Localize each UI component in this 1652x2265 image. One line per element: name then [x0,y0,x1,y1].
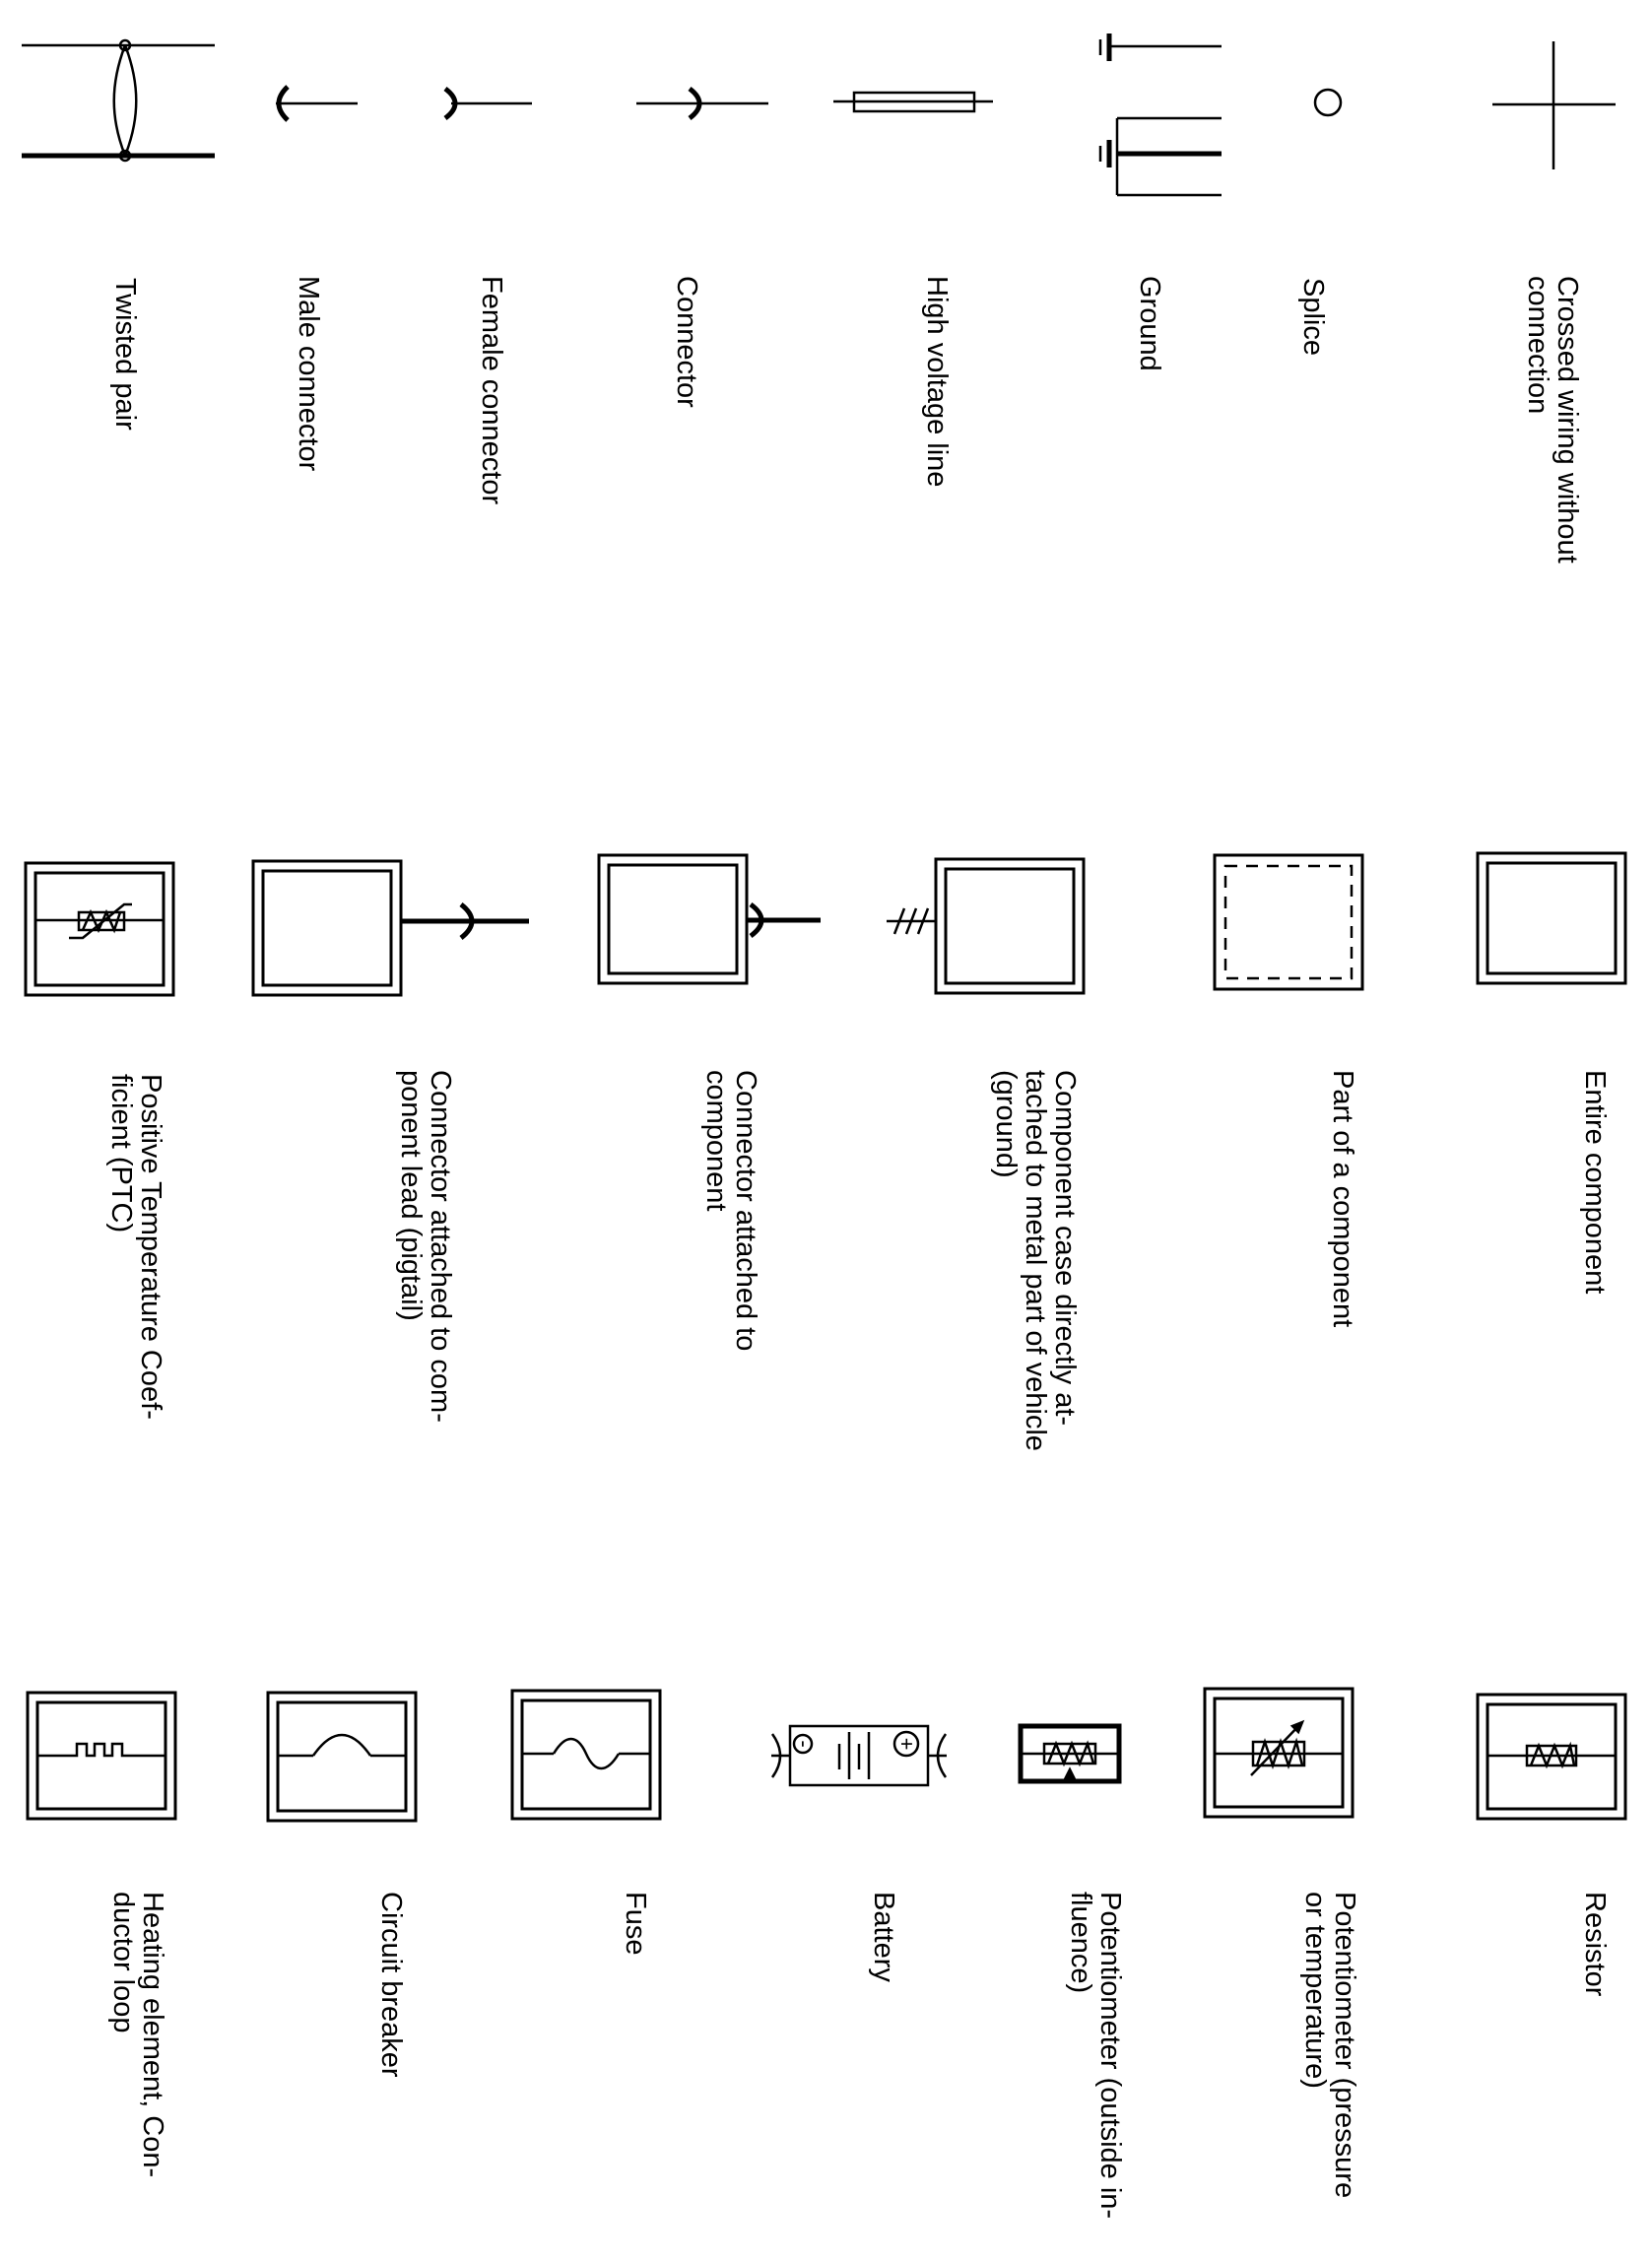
male-connector-symbol [276,87,358,120]
fuse-symbol [512,1691,660,1819]
high-voltage-line-label: High voltage line [921,276,953,488]
entire-component-label: Entire component [1579,1070,1611,1295]
ptc-symbol [26,863,173,995]
connector-component-symbol [599,855,821,983]
component-case-ground-symbol [887,859,1084,993]
potentiometer-outside-symbol [1021,1726,1119,1781]
connector-symbol [636,89,768,118]
high-voltage-line-symbol [833,93,993,111]
battery-plus-sign: + [894,1737,919,1751]
heating-element-label: Heating element, Con- ductor loop [107,1892,168,2178]
twisted-pair-label: Twisted pair [109,278,141,431]
splice-symbol [1315,90,1341,115]
heating-element-symbol [28,1693,175,1819]
twisted-pair-symbol [22,40,215,161]
female-connector-label: Female connector [476,276,507,505]
splice-label: Splice [1297,278,1329,356]
crossed-wiring-symbol [1492,41,1616,169]
resistor-symbol [1478,1695,1625,1819]
connector-label: Connector [671,276,702,408]
ptc-label: Positive Temperature Coef- ficient (PTC) [105,1074,166,1420]
potentiometer-pressure-label: Potentiometer (pressure or temperature) [1299,1892,1360,2199]
ground-label: Ground [1134,276,1165,371]
part-of-component-label: Part of a component [1327,1070,1358,1328]
male-connector-label: Male connector [293,276,324,472]
entire-component-symbol [1478,853,1625,983]
connector-pigtail-label: Connector attached to com- ponent lead (pigtail) [395,1070,456,1423]
resistor-label: Resistor [1579,1892,1611,1997]
part-of-component-symbol [1215,855,1362,989]
circuit-breaker-symbol [268,1693,416,1821]
circuit-breaker-label: Circuit breaker [375,1892,407,2078]
battery-label: Battery [868,1892,899,1982]
connector-pigtail-symbol [253,861,529,995]
potentiometer-outside-label: Potentiometer (outside in- fluence) [1065,1892,1126,2220]
ground-symbol [1100,33,1222,195]
component-case-ground-label: Component case directly at- tached to metal part of vehicle (ground) [990,1070,1081,1451]
battery-minus-sign: - [792,1740,817,1748]
potentiometer-pressure-symbol [1205,1689,1353,1817]
crossed-wiring-label: Crossed wiring without connection [1522,276,1583,564]
female-connector-symbol [445,89,532,118]
fuse-label: Fuse [620,1892,651,1956]
connector-component-label: Connector attached to component [700,1070,761,1352]
